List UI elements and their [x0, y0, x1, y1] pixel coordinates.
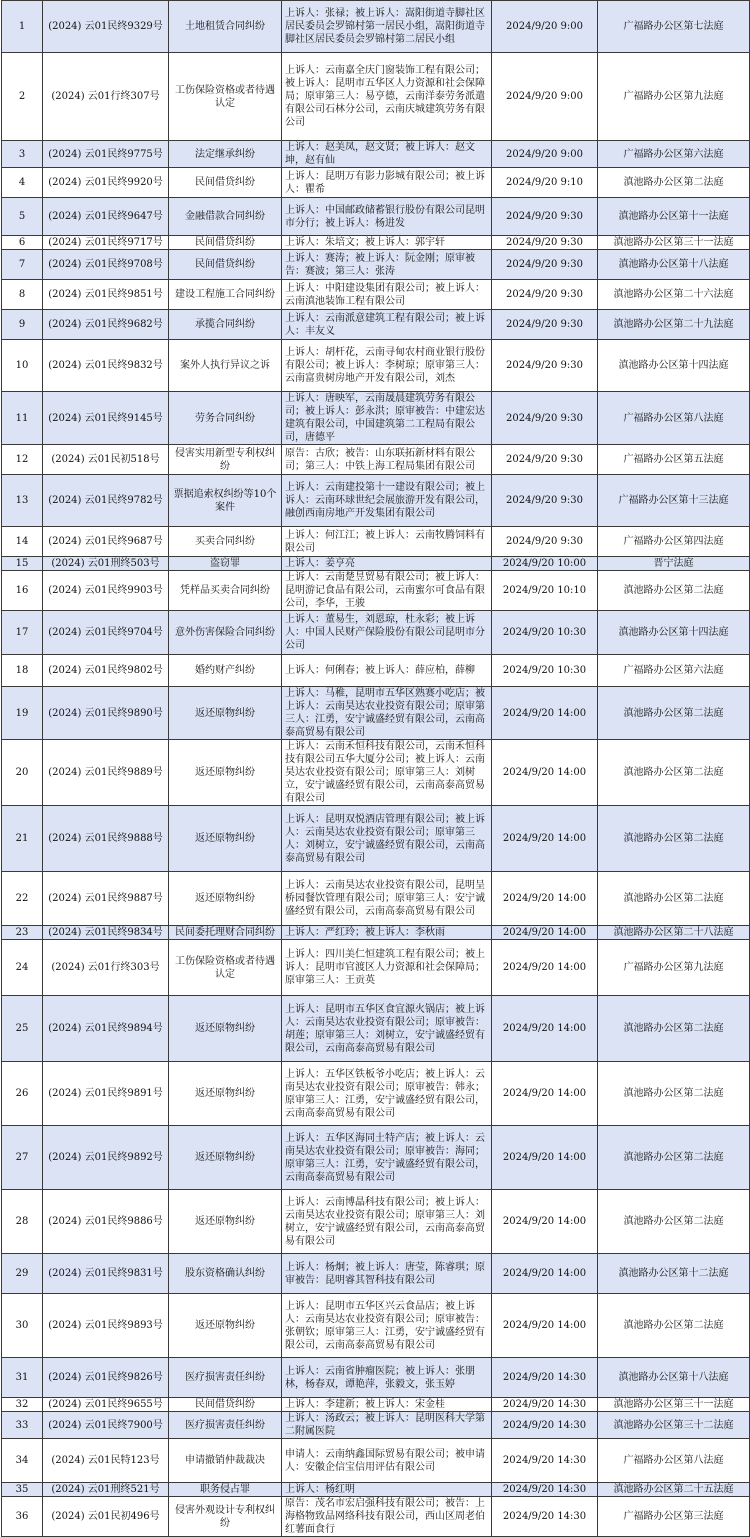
row-number: 17 [2, 611, 43, 655]
case-cause: 返还原物纠纷 [169, 996, 282, 1062]
case-number: (2024) 云01民终9647号 [43, 198, 169, 236]
hearing-schedule-body [2, 1, 750, 1537]
case-cause: 盗窃罪 [169, 557, 282, 571]
hearing-time: 2024/9/20 14:00 [492, 806, 598, 872]
courtroom: 滇池路办公区第三十一法庭 [598, 236, 750, 250]
parties: 上诉人：唐映军，云南晟晨建筑劳务有限公司；被上诉人：彭永洪；原审被告：中建宏达建筑有限公司，中国建筑第二工程局有限公司，唐德平 [282, 392, 492, 445]
parties: 上诉人：杨红明 [282, 1483, 492, 1497]
case-number: (2024) 云01民终9329号 [43, 1, 169, 53]
courtroom: 滇池路办公区第十八法庭 [598, 250, 750, 280]
row-number: 34 [2, 1439, 43, 1483]
parties: 上诉人：中阳建设集团有限公司；被上诉人：云南滇池装饰工程有限公司 [282, 280, 492, 310]
parties: 上诉人：昆明万有影力影城有限公司；被上诉人：瞿希 [282, 168, 492, 198]
hearing-time: 2024/9/20 14:00 [492, 1190, 598, 1254]
case-cause: 返还原物纠纷 [169, 687, 282, 740]
parties: 上诉人：李建新；被上诉人：宋金桂 [282, 1398, 492, 1412]
case-cause: 民间借贷纠纷 [169, 236, 282, 250]
courtroom: 滇池路办公区第二法庭 [598, 168, 750, 198]
case-cause: 工伤保险资格或者待遇认定 [169, 940, 282, 996]
courtroom: 晋宁法庭 [598, 557, 750, 571]
parties: 上诉人：云南楚昱贸易有限公司；被上诉人：昆明游记食品有限公司，云南蜜尔可食品有限公司，李华，王骏 [282, 571, 492, 611]
hearing-time: 2024/9/20 9:30 [492, 527, 598, 557]
row-number: 23 [2, 926, 43, 940]
case-cause: 买卖合同纠纷 [169, 527, 282, 557]
hearing-time: 2024/9/20 9:10 [492, 168, 598, 198]
courtroom: 滇池路办公区第二法庭 [598, 740, 750, 806]
case-cause: 意外伤害保险合同纠纷 [169, 611, 282, 655]
parties: 上诉人：严红玲；被上诉人：李秋雨 [282, 926, 492, 940]
case-number: (2024) 云01刑终521号 [43, 1483, 169, 1497]
case-number: (2024) 云01民初518号 [43, 445, 169, 475]
courtroom: 广福路办公区第四法庭 [598, 527, 750, 557]
case-number: (2024) 云01民终9831号 [43, 1254, 169, 1294]
courtroom: 滇池路办公区第二法庭 [598, 687, 750, 740]
table-row [2, 740, 750, 806]
parties: 上诉人：云南省肿瘤医院；被上诉人：张朋林，杨春双，谭艳萍，张毅文，张玉婷 [282, 1358, 492, 1398]
case-number: (2024) 云01民初496号 [43, 1497, 169, 1537]
hearing-time: 2024/9/20 9:00 [492, 141, 598, 168]
case-number: (2024) 云01行终303号 [43, 940, 169, 996]
parties: 上诉人：云南博晶科技有限公司；被上诉人：云南昊达农业投资有限公司；原审第三人：刘树立，安宁诚盛经贸有限公司，云南高泰高贸易有限公司 [282, 1190, 492, 1254]
case-cause: 职务侵占罪 [169, 1483, 282, 1497]
case-cause: 股东资格确认纠纷 [169, 1254, 282, 1294]
case-cause: 承揽合同纠纷 [169, 310, 282, 340]
parties: 上诉人：杨炯；被上诉人：唐莹，陈睿琪；原审被告：昆明睿其智科技有限公司 [282, 1254, 492, 1294]
row-number: 10 [2, 340, 43, 392]
row-number: 3 [2, 141, 43, 168]
courtroom: 广福路办公区第八法庭 [598, 392, 750, 445]
case-cause: 申请撤销仲裁裁决 [169, 1439, 282, 1483]
parties: 上诉人：董易生，刘恩琼，杜永彩；被上诉人：中国人民财产保险股份有限公司昆明市分公司 [282, 611, 492, 655]
hearing-time: 2024/9/20 9:00 [492, 1, 598, 53]
parties: 上诉人：云南嘉全庆门窗装饰工程有限公司；被上诉人：昆明市五华区人力资源和社会保障局；原审第三人：易亨德，云南洋泰劳务派遣有限公司石林分公司，云南庆城建筑劳务有限公司 [282, 53, 492, 141]
hearing-time: 2024/9/20 9:30 [492, 280, 598, 310]
table-row [2, 611, 750, 655]
case-cause: 劳务合同纠纷 [169, 392, 282, 445]
parties: 上诉人：五华区海同土特产店；被上诉人：云南昊达农业投资有限公司；原审被告：海同；原审第三人：江勇，安宁诚盛经贸有限公司，云南高泰高贸易有限公司 [282, 1126, 492, 1190]
table-row [2, 571, 750, 611]
parties: 原告：茂名市宏启强科技有限公司；被告：上海格物致品网络科技有限公司，西山区周老伯红薯面食行 [282, 1497, 492, 1537]
row-number: 21 [2, 806, 43, 872]
case-cause: 民间委托理财合同纠纷 [169, 926, 282, 940]
parties: 上诉人：昆明双悦酒店管理有限公司；被上诉人：云南昊达农业投资有限公司；原审第三人：刘树立，安宁诚盛经贸有限公司，云南高泰高贸易有限公司 [282, 806, 492, 872]
hearing-time: 2024/9/20 14:00 [492, 740, 598, 806]
row-number: 9 [2, 310, 43, 340]
case-cause: 医疗损害责任纠纷 [169, 1412, 282, 1439]
courtroom: 滇池路办公区第二法庭 [598, 571, 750, 611]
row-number: 14 [2, 527, 43, 557]
courtroom: 滇池路办公区第二法庭 [598, 1294, 750, 1358]
row-number: 12 [2, 445, 43, 475]
hearing-time: 2024/9/20 9:30 [492, 392, 598, 445]
hearing-time: 2024/9/20 14:00 [492, 872, 598, 926]
courtroom: 滇池路办公区第十八法庭 [598, 1358, 750, 1398]
hearing-time: 2024/9/20 10:00 [492, 557, 598, 571]
hearing-time: 2024/9/20 10:30 [492, 655, 598, 687]
table-row [2, 1, 750, 53]
case-number: (2024) 云01民终9886号 [43, 1190, 169, 1254]
case-number: (2024) 云01民终9893号 [43, 1294, 169, 1358]
table-row [2, 280, 750, 310]
case-number: (2024) 云01民终9826号 [43, 1358, 169, 1398]
case-cause: 金融借款合同纠纷 [169, 198, 282, 236]
courtroom: 滇池路办公区第二法庭 [598, 1062, 750, 1126]
courtroom: 滇池路办公区第十四法庭 [598, 340, 750, 392]
row-number: 29 [2, 1254, 43, 1294]
case-number: (2024) 云01民终9782号 [43, 475, 169, 527]
parties: 上诉人：云南昊达农业投资有限公司，昆明呈桥园餐饮管理有限公司；原审第三人：安宁诚盛经贸有限公司，云南高泰高贸易有限公司 [282, 872, 492, 926]
table-row [2, 340, 750, 392]
table-row [2, 1190, 750, 1254]
hearing-time: 2024/9/20 10:10 [492, 571, 598, 611]
hearing-time: 2024/9/20 9:30 [492, 340, 598, 392]
case-number: (2024) 云01民终9834号 [43, 926, 169, 940]
parties: 上诉人：赵美凤，赵文贤；被上诉人：赵文坤，赵有仙 [282, 141, 492, 168]
row-number: 11 [2, 392, 43, 445]
case-number: (2024) 云01刑终503号 [43, 557, 169, 571]
case-number: (2024) 云01民终9708号 [43, 250, 169, 280]
hearing-time: 2024/9/20 14:00 [492, 687, 598, 740]
courtroom: 广福路办公区第八法庭 [598, 1439, 750, 1483]
case-cause: 返还原物纠纷 [169, 806, 282, 872]
row-number: 19 [2, 687, 43, 740]
parties: 上诉人：朱培文；被上诉人：郭宇轩 [282, 236, 492, 250]
parties: 上诉人：昆明市五华区食宜源火锅店；被上诉人：云南昊达农业投资有限公司；原审被告：胡莲；原审第三人：刘树立，安宁诚盛经贸有限公司，云南高泰高贸易有限公司 [282, 996, 492, 1062]
table-row [2, 1126, 750, 1190]
case-cause: 返还原物纠纷 [169, 872, 282, 926]
courtroom: 广福路办公区第六法庭 [598, 141, 750, 168]
case-cause: 侵害实用新型专利权纠纷 [169, 445, 282, 475]
hearing-time: 2024/9/20 14:30 [492, 1497, 598, 1537]
case-number: (2024) 云01民终9682号 [43, 310, 169, 340]
table-row [2, 1254, 750, 1294]
courtroom: 广福路办公区第七法庭 [598, 1, 750, 53]
hearing-time: 2024/9/20 14:00 [492, 926, 598, 940]
table-row [2, 687, 750, 740]
case-cause: 工伤保险资格或者待遇认定 [169, 53, 282, 141]
row-number: 8 [2, 280, 43, 310]
hearing-time: 2024/9/20 14:30 [492, 1412, 598, 1439]
table-row [2, 527, 750, 557]
row-number: 31 [2, 1358, 43, 1398]
case-number: (2024) 云01行终307号 [43, 53, 169, 141]
case-number: (2024) 云01民终9887号 [43, 872, 169, 926]
hearing-time: 2024/9/20 14:30 [492, 1358, 598, 1398]
table-row [2, 655, 750, 687]
parties: 上诉人：姜亨亮 [282, 557, 492, 571]
case-cause: 侵害外观设计专利权纠纷 [169, 1497, 282, 1537]
table-row [2, 1497, 750, 1537]
table-row [2, 557, 750, 571]
hearing-time: 2024/9/20 14:30 [492, 1398, 598, 1412]
case-number: (2024) 云01民终9892号 [43, 1126, 169, 1190]
hearing-time: 2024/9/20 14:00 [492, 1126, 598, 1190]
case-number: (2024) 云01民终9894号 [43, 996, 169, 1062]
courtroom: 广福路办公区第十三法庭 [598, 475, 750, 527]
parties: 上诉人：云南派意建筑工程有限公司；被上诉人：丰友义 [282, 310, 492, 340]
courtroom: 滇池路办公区第二十五法庭 [598, 1483, 750, 1497]
case-number: (2024) 云01民终9145号 [43, 392, 169, 445]
courtroom: 滇池路办公区第二法庭 [598, 806, 750, 872]
hearing-time: 2024/9/20 9:30 [492, 236, 598, 250]
table-row [2, 53, 750, 141]
hearing-time: 2024/9/20 14:30 [492, 1439, 598, 1483]
case-number: (2024) 云01民终9832号 [43, 340, 169, 392]
case-cause: 返还原物纠纷 [169, 1062, 282, 1126]
courtroom: 滇池路办公区第二十六法庭 [598, 280, 750, 310]
case-cause: 建设工程施工合同纠纷 [169, 280, 282, 310]
table-row [2, 1294, 750, 1358]
row-number: 7 [2, 250, 43, 280]
case-number: (2024) 云01民终9717号 [43, 236, 169, 250]
hearing-time: 2024/9/20 14:00 [492, 1294, 598, 1358]
parties: 上诉人：中国邮政储蓄银行股份有限公司昆明市分行；被上诉人：杨进发 [282, 198, 492, 236]
case-number: (2024) 云01民终9775号 [43, 141, 169, 168]
row-number: 27 [2, 1126, 43, 1190]
table-row [2, 1062, 750, 1126]
hearing-time: 2024/9/20 14:00 [492, 996, 598, 1062]
hearing-schedule-table [1, 0, 750, 1537]
parties: 上诉人：赛涛；被上诉人：阮金刚；原审被告：赛波；第三人：张涛 [282, 250, 492, 280]
courtroom: 广福路办公区第六法庭 [598, 655, 750, 687]
case-cause: 返还原物纠纷 [169, 1294, 282, 1358]
table-row [2, 940, 750, 996]
courtroom: 广福路办公区第三法庭 [598, 1497, 750, 1537]
hearing-time: 2024/9/20 10:30 [492, 611, 598, 655]
case-cause: 票据追索权纠纷等10个案件 [169, 475, 282, 527]
case-cause: 民间借贷纠纷 [169, 168, 282, 198]
case-number: (2024) 云01民终9889号 [43, 740, 169, 806]
case-number: (2024) 云01民终9920号 [43, 168, 169, 198]
case-number: (2024) 云01民终9888号 [43, 806, 169, 872]
parties: 上诉人：汤政云；被上诉人：昆明医科大学第二附属医院 [282, 1412, 492, 1439]
courtroom: 广福路办公区第九法庭 [598, 53, 750, 141]
row-number: 32 [2, 1398, 43, 1412]
courtroom: 滇池路办公区第二法庭 [598, 872, 750, 926]
table-row [2, 236, 750, 250]
case-number: (2024) 云01民终7900号 [43, 1412, 169, 1439]
case-cause: 凭样品买卖合同纠纷 [169, 571, 282, 611]
row-number: 15 [2, 557, 43, 571]
table-row [2, 475, 750, 527]
courtroom: 滇池路办公区第二法庭 [598, 1126, 750, 1190]
case-cause: 案外人执行异议之诉 [169, 340, 282, 392]
parties: 上诉人：云南建投第十一建设有限公司；被上诉人：云南环球世纪会展旅游开发有限公司，融创西南房地产开发集团有限公司 [282, 475, 492, 527]
hearing-time: 2024/9/20 9:30 [492, 475, 598, 527]
courtroom: 滇池路办公区第二法庭 [598, 996, 750, 1062]
courtroom: 滇池路办公区第三十二法庭 [598, 1412, 750, 1439]
case-number: (2024) 云01民终9802号 [43, 655, 169, 687]
parties: 上诉人：马稚，昆明市五华区熟赛小吃店；被上诉人：云南昊达农业投资有限公司；原审第三人：江勇，安宁诚盛经贸有限公司，云南高泰高贸易有限公司 [282, 687, 492, 740]
row-number: 13 [2, 475, 43, 527]
row-number: 22 [2, 872, 43, 926]
table-row [2, 872, 750, 926]
courtroom: 广福路办公区第九法庭 [598, 940, 750, 996]
hearing-time: 2024/9/20 9:30 [492, 310, 598, 340]
parties: 上诉人：云南禾恒科技有限公司，云南禾恒科技有限公司五华大厦分公司；被上诉人：云南昊达农业投资有限公司；原审第三人：刘树立，安宁诚盛经贸有限公司，云南高泰高贸易有限公司 [282, 740, 492, 806]
case-cause: 法定继承纠纷 [169, 141, 282, 168]
case-number: (2024) 云01民终9903号 [43, 571, 169, 611]
case-cause: 返还原物纠纷 [169, 740, 282, 806]
hearing-time: 2024/9/20 14:00 [492, 1254, 598, 1294]
row-number: 25 [2, 996, 43, 1062]
row-number: 28 [2, 1190, 43, 1254]
courtroom: 滇池路办公区第二十八法庭 [598, 926, 750, 940]
case-number: (2024) 云01民终9655号 [43, 1398, 169, 1412]
table-row [2, 806, 750, 872]
row-number: 20 [2, 740, 43, 806]
case-cause: 民间借贷纠纷 [169, 250, 282, 280]
hearing-time: 2024/9/20 14:30 [492, 1483, 598, 1497]
case-cause: 土地租赁合同纠纷 [169, 1, 282, 53]
row-number: 33 [2, 1412, 43, 1439]
row-number: 4 [2, 168, 43, 198]
table-row [2, 141, 750, 168]
table-row [2, 926, 750, 940]
table-row [2, 392, 750, 445]
parties: 上诉人：昆明市五华区兴云食品店；被上诉人：云南昊达农业投资有限公司；原审被告：张朝钦；原审第三人：江勇，安宁诚盛经贸有限公司，云南高泰高贸易有限公司 [282, 1294, 492, 1358]
table-row [2, 1412, 750, 1439]
table-row [2, 1439, 750, 1483]
case-cause: 婚约财产纠纷 [169, 655, 282, 687]
case-number: (2024) 云01民终9891号 [43, 1062, 169, 1126]
table-row [2, 445, 750, 475]
case-cause: 返还原物纠纷 [169, 1190, 282, 1254]
hearing-time: 2024/9/20 9:30 [492, 198, 598, 236]
row-number: 16 [2, 571, 43, 611]
row-number: 5 [2, 198, 43, 236]
row-number: 30 [2, 1294, 43, 1358]
case-number: (2024) 云01民终9851号 [43, 280, 169, 310]
courtroom: 滇池路办公区第二十九法庭 [598, 310, 750, 340]
parties: 上诉人：四川美仁恒建筑工程有限公司；被上诉人：昆明市官渡区人力资源和社会保障局；原审第三人：王贡英 [282, 940, 492, 996]
case-number: (2024) 云01民终9890号 [43, 687, 169, 740]
courtroom: 滇池路办公区第十一法庭 [598, 198, 750, 236]
case-number: (2024) 云01民终9687号 [43, 527, 169, 557]
row-number: 35 [2, 1483, 43, 1497]
parties: 上诉人：何俐春；被上诉人：薛应柏，薛柳 [282, 655, 492, 687]
parties: 原告：古欣；被告：山东联拓新材料有限公司；第三人：中铁上海工程局集团有限公司 [282, 445, 492, 475]
courtroom: 滇池路办公区第二法庭 [598, 1190, 750, 1254]
row-number: 2 [2, 53, 43, 141]
courtroom: 滇池路办公区第十二法庭 [598, 1254, 750, 1294]
row-number: 18 [2, 655, 43, 687]
table-row [2, 168, 750, 198]
table-row [2, 250, 750, 280]
hearing-time: 2024/9/20 14:00 [492, 940, 598, 996]
row-number: 24 [2, 940, 43, 996]
case-cause: 医疗损害责任纠纷 [169, 1358, 282, 1398]
table-row [2, 1358, 750, 1398]
row-number: 6 [2, 236, 43, 250]
table-row [2, 1483, 750, 1497]
table-row [2, 198, 750, 236]
courtroom: 广福路办公区第五法庭 [598, 445, 750, 475]
parties: 上诉人：胡杆花，云南寻甸农村商业银行股份有限公司；被上诉人：李树琼；原审第三人：云南富贵树房地产开发有限公司，刘杰 [282, 340, 492, 392]
hearing-time: 2024/9/20 9:30 [492, 445, 598, 475]
table-row [2, 1398, 750, 1412]
case-number: (2024) 云01民特123号 [43, 1439, 169, 1483]
table-row [2, 310, 750, 340]
case-cause: 民间借贷纠纷 [169, 1398, 282, 1412]
case-cause: 返还原物纠纷 [169, 1126, 282, 1190]
courtroom: 滇池路办公区第三十一法庭 [598, 1398, 750, 1412]
row-number: 1 [2, 1, 43, 53]
hearing-time: 2024/9/20 14:00 [492, 1062, 598, 1126]
hearing-time: 2024/9/20 9:30 [492, 250, 598, 280]
row-number: 36 [2, 1497, 43, 1537]
courtroom: 滇池路办公区第十四法庭 [598, 611, 750, 655]
parties: 上诉人：何江江；被上诉人：云南牧腾饲料有限公司 [282, 527, 492, 557]
parties: 上诉人：五华区铁板爷小吃店；被上诉人：云南昊达农业投资有限公司；原审被告：韩永；原审第三人：江勇，安宁诚盛经贸有限公司，云南高泰高贸易有限公司 [282, 1062, 492, 1126]
table-row [2, 996, 750, 1062]
case-number: (2024) 云01民终9704号 [43, 611, 169, 655]
row-number: 26 [2, 1062, 43, 1126]
parties: 申请人：云南纳鑫国际贸易有限公司；被申请人：安徽企信宝信用评估有限公司 [282, 1439, 492, 1483]
parties: 上诉人：张禄；被上诉人：嵩阳街道寺脚社区居民委员会罗锦村第一居民小组，嵩阳街道寺脚社区居民委员会罗锦村第二居民小组 [282, 1, 492, 53]
hearing-time: 2024/9/20 9:00 [492, 53, 598, 141]
